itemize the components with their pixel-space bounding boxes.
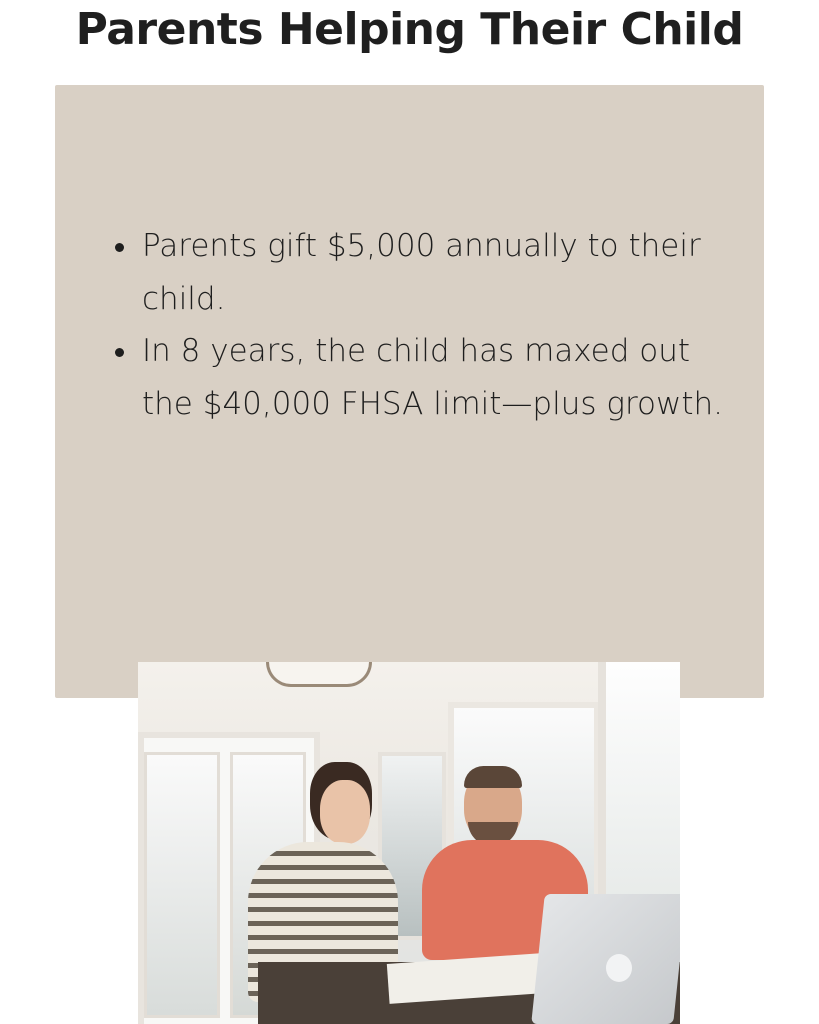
parent-child-photo — [138, 662, 680, 1024]
bullet-list — [100, 220, 740, 430]
page-title: Parents Helping Their Child — [75, 4, 744, 55]
bullet-item: • Parents gift $5,000 annually to their child. — [140, 220, 740, 325]
laptop — [531, 894, 680, 1024]
bullet-item: • In 8 years, the child has maxed out the $40,000 FHSA limit—plus growth. — [140, 325, 740, 430]
